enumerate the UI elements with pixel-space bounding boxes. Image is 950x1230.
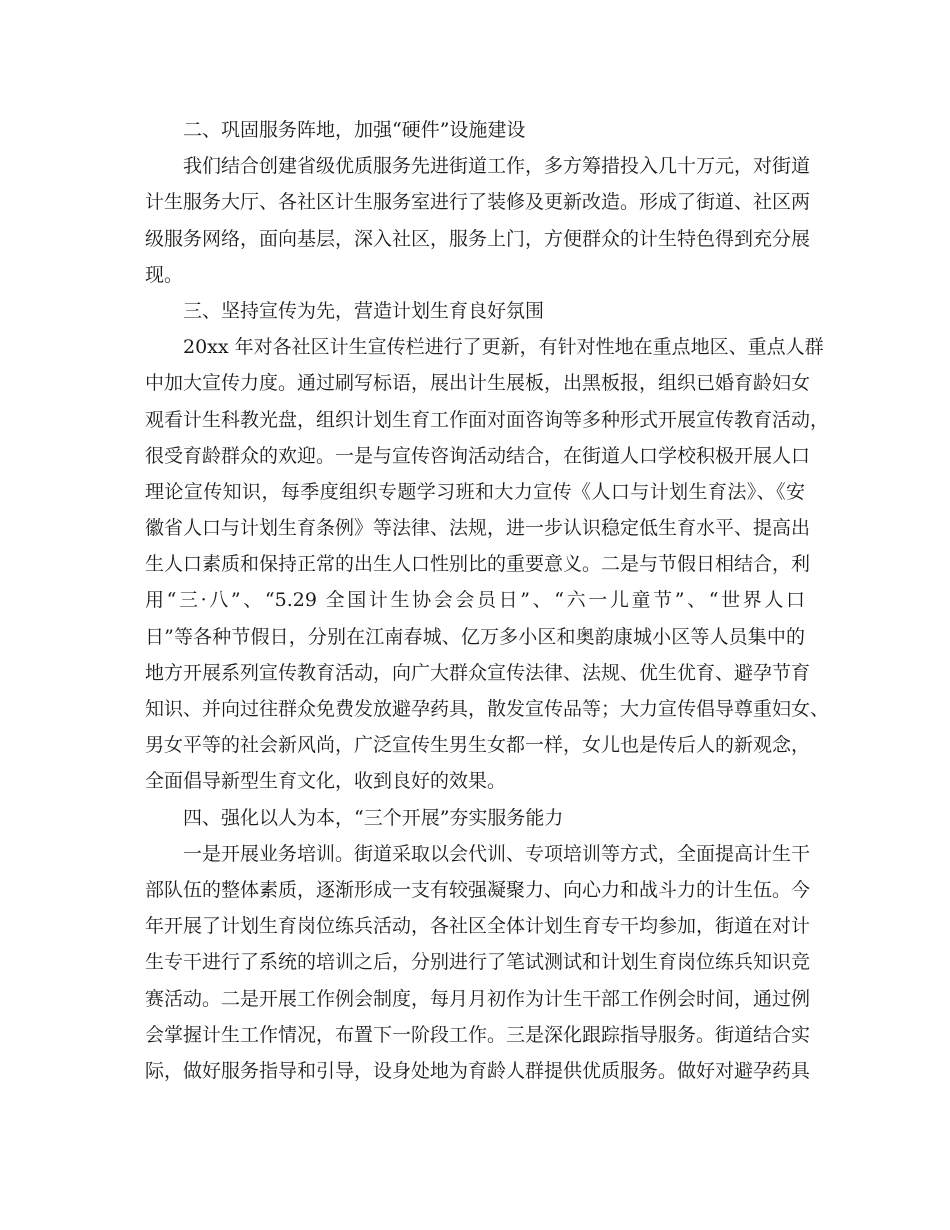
paragraph-line: 生人口素质和保持正常的出生人口性别比的重要意义。二是与节假日相结合，利	[145, 553, 811, 576]
paragraph-line: 20xx 年对各社区计生宣传栏进行了更新，有针对性地在重点地区、重点人群	[183, 336, 824, 359]
paragraph-line: 全面倡导新型生育文化，收到良好的效果。	[145, 770, 507, 793]
paragraph-line: 年开展了计划生育岗位练兵活动，各社区全体计划生育专干均参加，街道在对计	[145, 915, 811, 938]
paragraph-line: 会掌握计生工作情况，布置下一阶段工作。三是深化跟踪指导服务。街道结合实	[145, 1023, 811, 1046]
paragraph-line: 级服务网络，面向基层，深入社区，服务上门，方便群众的计生特色得到充分展	[145, 227, 811, 250]
paragraph-line: 生专干进行了系统的培训之后，分别进行了笔试测试和计划生育岗位练兵知识竞	[145, 951, 811, 974]
paragraph-line: 理论宣传知识，每季度组织专题学习班和大力宣传《人口与计划生育法》、《安	[145, 480, 805, 503]
section-heading: 二、巩固服务阵地，加强“硬件”设施建设	[183, 119, 526, 141]
paragraph-line: 部队伍的整体素质，逐渐形成一支有较强凝聚力、向心力和战斗力的计生伍。今	[145, 878, 811, 901]
paragraph-line: 际，做好服务指导和引导，设身处地为育龄人群提供优质服务。做好对避孕药具	[145, 1059, 811, 1082]
paragraph-line: 日”等各种节假日，分别在江南春城、亿万多小区和奥韵康城小区等人员集中的	[145, 625, 805, 648]
paragraph-line: 很受育龄群众的欢迎。一是与宣传咨询活动结合，在街道人口学校积极开展人口	[145, 444, 811, 467]
paragraph-line: 观看计生科教光盘，组织计划生育工作面对面咨询等多种形式开展宣传教育活动，	[145, 408, 830, 431]
paragraph-line: 用“三·八”、“5.29 全国计生协会会员日”、“六一儿童节”、“世界人口	[145, 589, 805, 612]
document-page	[145, 112, 830, 1089]
paragraph-line: 现。	[145, 263, 184, 286]
paragraph-line: 地方开展系列宣传教育活动，向广大群众宣传法律、法规、优生优育、避孕节育	[145, 661, 811, 684]
paragraph-line: 中加大宣传力度。通过刷写标语，展出计生展板，出黑板报，组织已婚育龄妇女	[145, 372, 811, 395]
section-heading: 三、坚持宣传为先，营造计划生育良好氛围	[183, 299, 545, 322]
paragraph-line: 徽省人口与计划生育条例》等法律、法规，进一步认识稳定低生育水平、提高出	[145, 517, 811, 540]
paragraph-line: 知识、并向过往群众免费发放避孕药具，散发宣传品等；大力宣传倡导尊重妇女、	[145, 698, 830, 720]
paragraph-line: 赛活动。二是开展工作例会制度，每月月初作为计生干部工作例会时间，通过例	[145, 987, 811, 1010]
paragraph-line: 计生服务大厅、各社区计生服务室进行了装修及更新改造。形成了街道、社区两	[145, 191, 811, 214]
section-heading: 四、强化以人为本，“三个开展”夯实服务能力	[183, 806, 564, 829]
paragraph-line: 一是开展业务培训。街道采取以会代训、专项培训等方式，全面提高计生干	[183, 842, 811, 865]
paragraph-line: 男女平等的社会新风尚，广泛宣传生男生女都一样，女儿也是传后人的新观念，	[145, 734, 811, 757]
paragraph-line: 我们结合创建省级优质服务先进街道工作，多方筹措投入几十万元，对街道	[183, 155, 811, 178]
